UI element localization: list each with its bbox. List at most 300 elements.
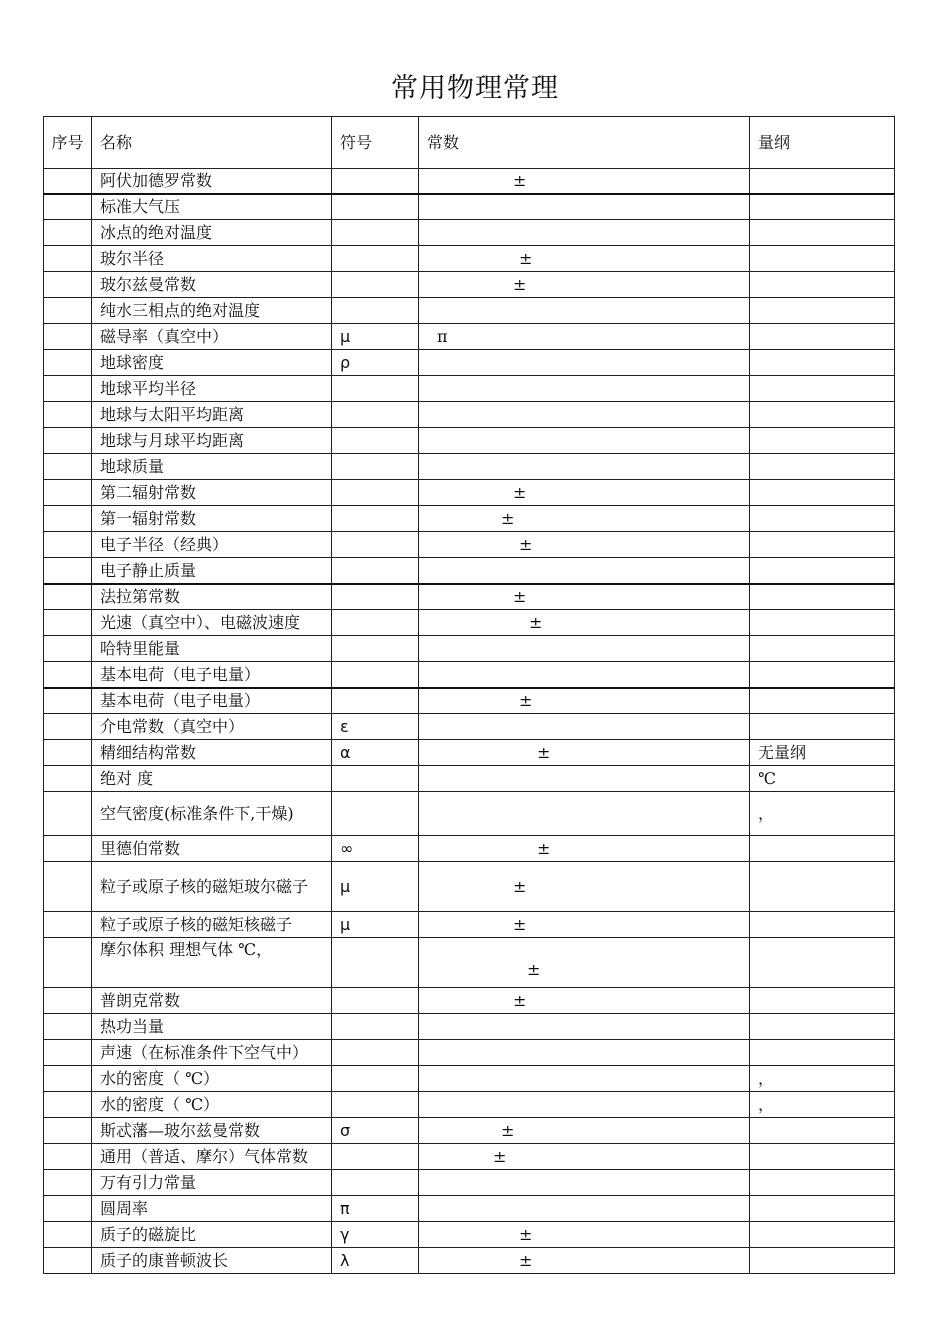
constant-name-text: 水的密度（ ℃）	[100, 1069, 219, 1088]
row-number	[44, 1040, 92, 1066]
table-row	[44, 272, 895, 298]
constant-value	[419, 298, 750, 324]
table-row	[44, 1014, 895, 1040]
constant-dimension	[750, 169, 895, 194]
constant-value	[419, 1170, 750, 1196]
constant-dimension	[750, 272, 895, 298]
constant-name	[92, 1222, 332, 1248]
constant-value	[419, 610, 750, 636]
constant-value	[419, 532, 750, 558]
constant-name	[92, 169, 332, 194]
row-number	[44, 740, 92, 766]
constant-name	[92, 1092, 332, 1118]
table-row	[44, 1248, 895, 1274]
constant-value	[419, 862, 750, 912]
constant-name-text: 地球质量	[100, 457, 165, 476]
constant-symbol-text: λ	[340, 1251, 350, 1270]
constant-dimension	[750, 428, 895, 454]
constant-dimension	[750, 454, 895, 480]
header-num: 序号	[44, 117, 92, 169]
constant-symbol	[332, 506, 419, 532]
header-name: 名称	[92, 117, 332, 169]
constant-name-text: 第二辐射常数	[100, 483, 197, 502]
constant-symbol	[332, 350, 419, 376]
constant-value	[419, 1066, 750, 1092]
constant-value	[419, 1092, 750, 1118]
row-number	[44, 662, 92, 688]
constant-name-text: 磁导率（真空中）	[100, 327, 229, 346]
constant-dimension-text: ，	[758, 1069, 775, 1088]
constant-symbol	[332, 169, 419, 194]
constant-dimension	[750, 912, 895, 938]
row-number	[44, 912, 92, 938]
constant-name	[92, 1248, 332, 1274]
constant-dimension	[750, 938, 895, 988]
constant-dimension	[750, 480, 895, 506]
row-number	[44, 220, 92, 246]
constant-value	[419, 912, 750, 938]
table-row	[44, 1066, 895, 1092]
constant-symbol	[332, 862, 419, 912]
constant-value	[419, 988, 750, 1014]
constant-dimension	[750, 1144, 895, 1170]
table-row	[44, 324, 895, 350]
constant-value	[419, 324, 750, 350]
table-row	[44, 636, 895, 662]
constant-value	[419, 506, 750, 532]
table-row	[44, 584, 895, 610]
row-number	[44, 350, 92, 376]
constant-symbol	[332, 194, 419, 220]
constant-dimension	[750, 1222, 895, 1248]
constant-name-text: 玻尔半径	[100, 249, 165, 268]
constant-symbol	[332, 714, 419, 740]
constant-name	[92, 324, 332, 350]
constant-value-text: π	[437, 327, 448, 346]
header-symbol: 符号	[332, 117, 419, 169]
constant-dimension	[750, 862, 895, 912]
constant-symbol-text: α	[340, 743, 351, 762]
table-body	[44, 117, 895, 1274]
row-number	[44, 558, 92, 584]
table-row	[44, 938, 895, 988]
constant-name	[92, 428, 332, 454]
constant-symbol	[332, 836, 419, 862]
constant-value-text: ±	[537, 839, 551, 858]
row-number	[44, 480, 92, 506]
constant-value	[419, 1248, 750, 1274]
constant-value-text: ±	[513, 587, 527, 607]
table-row	[44, 1092, 895, 1118]
constant-value	[419, 194, 750, 220]
constant-name-text: 热功当量	[100, 1017, 165, 1036]
constant-value-text: ±	[519, 1225, 533, 1244]
table-row	[44, 506, 895, 532]
row-number	[44, 246, 92, 272]
constant-name	[92, 610, 332, 636]
table-row	[44, 532, 895, 558]
constant-dimension-text: ℃	[758, 769, 776, 788]
constant-name	[92, 938, 332, 988]
table-row	[44, 194, 895, 220]
constant-value-text: ±	[537, 743, 551, 762]
constant-name	[92, 246, 332, 272]
constant-symbol	[332, 792, 419, 836]
constant-symbol	[332, 454, 419, 480]
table-row	[44, 1222, 895, 1248]
row-number	[44, 1092, 92, 1118]
constant-value	[419, 1144, 750, 1170]
table-row	[44, 402, 895, 428]
constant-value-text: ±	[519, 691, 533, 711]
constant-dimension	[750, 376, 895, 402]
constant-dimension	[750, 662, 895, 688]
constant-symbol-text: ε	[340, 717, 349, 736]
constant-symbol	[332, 766, 419, 792]
constant-dimension	[750, 610, 895, 636]
table-row	[44, 714, 895, 740]
constant-dimension	[750, 1066, 895, 1092]
constant-dimension	[750, 1040, 895, 1066]
constant-value	[419, 938, 750, 988]
row-number	[44, 1170, 92, 1196]
constant-dimension	[750, 636, 895, 662]
constant-name-text: 粒子或原子核的磁矩核磁子	[100, 915, 293, 934]
constant-symbol	[332, 402, 419, 428]
constant-value-text: ±	[513, 171, 527, 191]
constant-name-text: 摩尔体积 理想气体 ℃，	[100, 940, 273, 959]
table-row	[44, 1144, 895, 1170]
constant-value	[419, 1196, 750, 1222]
constant-name	[92, 714, 332, 740]
constant-dimension	[750, 740, 895, 766]
constant-symbol-text: σ	[340, 1121, 351, 1140]
constant-name-text: 电子静止质量	[100, 560, 197, 580]
constant-name-text: 基本电荷（电子电量）	[100, 691, 261, 711]
constant-dimension-text: ，	[758, 804, 775, 823]
constant-dimension	[750, 688, 895, 714]
constant-value-text: ±	[493, 1147, 507, 1166]
constant-value	[419, 1222, 750, 1248]
constant-name-text: 万有引力常量	[100, 1173, 197, 1192]
table-row	[44, 912, 895, 938]
constant-value	[419, 272, 750, 298]
constant-value	[419, 1118, 750, 1144]
row-number	[44, 402, 92, 428]
row-number	[44, 714, 92, 740]
table-row	[44, 1196, 895, 1222]
row-number	[44, 506, 92, 532]
table-row	[44, 792, 895, 836]
constant-name-text: 基本电荷（电子电量）	[100, 664, 261, 684]
constant-name-text: 水的密度（ ℃）	[100, 1095, 219, 1114]
constant-dimension	[750, 532, 895, 558]
row-number	[44, 988, 92, 1014]
constant-value-text: ±	[519, 535, 533, 554]
constant-symbol-text: π	[340, 1199, 350, 1218]
constant-symbol	[332, 740, 419, 766]
constant-name-text: 声速（在标准条件下空气中）	[100, 1043, 309, 1062]
constant-symbol	[332, 376, 419, 402]
constant-name-text: 地球与太阳平均距离	[100, 405, 245, 424]
constant-dimension	[750, 714, 895, 740]
constant-dimension	[750, 1092, 895, 1118]
constant-name-text: 质子的康普顿波长	[100, 1251, 229, 1270]
constant-dimension	[750, 350, 895, 376]
constant-name-text: 空气密度(标准条件下,干燥)	[100, 804, 294, 823]
constant-symbol	[332, 558, 419, 584]
constant-symbol	[332, 220, 419, 246]
header-row	[44, 117, 895, 169]
constant-value	[419, 740, 750, 766]
row-number	[44, 1196, 92, 1222]
constant-value	[419, 376, 750, 402]
constant-name	[92, 558, 332, 584]
constant-name	[92, 454, 332, 480]
constant-name	[92, 350, 332, 376]
constant-value-text: ±	[529, 613, 543, 632]
constant-dimension	[750, 246, 895, 272]
constant-value	[419, 169, 750, 194]
constant-value-text: ±	[513, 991, 527, 1010]
constant-symbol	[332, 480, 419, 506]
constant-symbol	[332, 1014, 419, 1040]
constant-name	[92, 1144, 332, 1170]
table-row	[44, 428, 895, 454]
constant-name	[92, 1118, 332, 1144]
row-number	[44, 428, 92, 454]
table-row	[44, 1170, 895, 1196]
table-row	[44, 1118, 895, 1144]
table-row	[44, 988, 895, 1014]
table-row	[44, 662, 895, 688]
row-number	[44, 636, 92, 662]
table-row	[44, 1040, 895, 1066]
constant-dimension	[750, 298, 895, 324]
constant-symbol	[332, 246, 419, 272]
constant-name	[92, 1066, 332, 1092]
constant-name	[92, 688, 332, 714]
constant-dimension-text: 无量纲	[758, 743, 807, 762]
row-number	[44, 454, 92, 480]
constant-name-text: 哈特里能量	[100, 639, 181, 658]
constant-symbol	[332, 662, 419, 688]
constant-name-text: 法拉第常数	[100, 587, 181, 607]
row-number	[44, 766, 92, 792]
constant-name-text: 绝对 度	[100, 769, 154, 788]
constant-dimension	[750, 584, 895, 610]
constant-symbol	[332, 1196, 419, 1222]
constant-name-text: 地球与月球平均距离	[100, 431, 245, 450]
constant-name-text: 精细结构常数	[100, 743, 197, 762]
constant-name	[92, 1170, 332, 1196]
table-row	[44, 376, 895, 402]
constant-value	[419, 836, 750, 862]
constant-name-text: 地球平均半径	[100, 379, 197, 398]
constant-name-text: 介电常数（真空中）	[100, 717, 245, 736]
constant-value	[419, 714, 750, 740]
constant-symbol-text: ∞	[340, 839, 354, 858]
constant-name-text: 第一辐射常数	[100, 509, 197, 528]
constant-value	[419, 636, 750, 662]
constant-value	[419, 246, 750, 272]
constant-symbol	[332, 988, 419, 1014]
constant-name-text: 冰点的绝对温度	[100, 223, 213, 242]
constant-value	[419, 220, 750, 246]
constant-symbol	[332, 636, 419, 662]
constant-symbol	[332, 1144, 419, 1170]
constant-name-text: 纯水三相点的绝对温度	[100, 301, 261, 320]
constant-dimension	[750, 506, 895, 532]
constant-symbol	[332, 584, 419, 610]
constant-dimension	[750, 836, 895, 862]
row-number	[44, 688, 92, 714]
constant-name	[92, 740, 332, 766]
constant-symbol	[332, 912, 419, 938]
constant-dimension	[750, 558, 895, 584]
row-number	[44, 1118, 92, 1144]
table-row	[44, 298, 895, 324]
constant-value	[419, 558, 750, 584]
row-number	[44, 1248, 92, 1274]
constant-name-text: 通用（普适、摩尔）气体常数	[100, 1147, 309, 1166]
constant-value	[419, 350, 750, 376]
constant-name-text: 标准大气压	[100, 197, 181, 217]
constant-symbol	[332, 938, 419, 988]
row-number	[44, 532, 92, 558]
constant-value	[419, 402, 750, 428]
constant-name	[92, 912, 332, 938]
constant-dimension	[750, 402, 895, 428]
row-number	[44, 169, 92, 194]
header-dim: 量纲	[750, 117, 895, 169]
table-row	[44, 862, 895, 912]
constant-symbol-text: μ	[340, 877, 351, 896]
constant-name	[92, 988, 332, 1014]
constant-name-text: 圆周率	[100, 1199, 149, 1218]
row-number	[44, 862, 92, 912]
row-number	[44, 376, 92, 402]
constant-dimension	[750, 1248, 895, 1274]
row-number	[44, 938, 92, 988]
constant-name-text: 质子的磁旋比	[100, 1225, 197, 1244]
constant-value	[419, 1040, 750, 1066]
header-value: 常数	[419, 117, 750, 169]
constant-value-text: ±	[527, 960, 541, 979]
constant-dimension	[750, 766, 895, 792]
page-title: 常用物理常理	[391, 73, 559, 104]
constant-dimension	[750, 1196, 895, 1222]
constant-symbol	[332, 1222, 419, 1248]
constant-symbol	[332, 688, 419, 714]
constant-value	[419, 766, 750, 792]
row-number	[44, 1014, 92, 1040]
constant-name	[92, 836, 332, 862]
row-number	[44, 610, 92, 636]
constant-dimension	[750, 1118, 895, 1144]
constant-name	[92, 1040, 332, 1066]
constant-name	[92, 532, 332, 558]
constant-value	[419, 662, 750, 688]
table-row	[44, 740, 895, 766]
constant-value-text: ±	[513, 275, 527, 294]
constant-value-text: ±	[513, 915, 527, 934]
constant-dimension	[750, 324, 895, 350]
constant-symbol	[332, 1170, 419, 1196]
constant-name-text: 地球密度	[100, 353, 165, 372]
constant-symbol	[332, 272, 419, 298]
constant-value	[419, 688, 750, 714]
row-number	[44, 194, 92, 220]
row-number	[44, 836, 92, 862]
table-row	[44, 688, 895, 714]
row-number	[44, 792, 92, 836]
row-number	[44, 1222, 92, 1248]
row-number	[44, 324, 92, 350]
constant-name-text: 光速（真空中）、电磁波速度	[100, 613, 301, 632]
constant-name	[92, 402, 332, 428]
row-number	[44, 1144, 92, 1170]
table-row	[44, 558, 895, 584]
constant-symbol	[332, 324, 419, 350]
constant-name	[92, 662, 332, 688]
constant-symbol	[332, 298, 419, 324]
constant-symbol	[332, 1066, 419, 1092]
constant-dimension	[750, 194, 895, 220]
table-row	[44, 766, 895, 792]
constant-symbol	[332, 428, 419, 454]
table-row	[44, 350, 895, 376]
constant-name	[92, 480, 332, 506]
table-row	[44, 836, 895, 862]
constant-dimension	[750, 792, 895, 836]
constant-name	[92, 862, 332, 912]
row-number	[44, 1066, 92, 1092]
constant-name	[92, 1196, 332, 1222]
constant-name	[92, 376, 332, 402]
constant-dimension	[750, 988, 895, 1014]
constant-symbol	[332, 532, 419, 558]
constant-symbol-text: μ	[340, 327, 351, 346]
constant-value-text: ±	[513, 483, 527, 502]
constant-dimension-text: ，	[758, 1095, 775, 1114]
constant-name-text: 阿伏加德罗常数	[100, 171, 213, 191]
constant-symbol	[332, 610, 419, 636]
constant-dimension	[750, 1170, 895, 1196]
constant-name	[92, 766, 332, 792]
constants-table	[43, 116, 895, 1274]
constant-value	[419, 584, 750, 610]
constant-name-text: 里德伯常数	[100, 839, 181, 858]
constant-value	[419, 480, 750, 506]
table-row	[44, 169, 895, 194]
constant-name	[92, 220, 332, 246]
constant-name	[92, 792, 332, 836]
table-row	[44, 246, 895, 272]
row-number	[44, 272, 92, 298]
constant-name	[92, 1014, 332, 1040]
constant-name-text: 电子半径（经典）	[100, 535, 229, 554]
constant-symbol-text: ρ	[340, 353, 351, 372]
constant-symbol	[332, 1248, 419, 1274]
constant-name-text: 粒子或原子核的磁矩玻尔磁子	[100, 877, 309, 896]
constant-name	[92, 298, 332, 324]
constant-symbol	[332, 1092, 419, 1118]
row-number	[44, 584, 92, 610]
constant-name-text: 玻尔兹曼常数	[100, 275, 197, 294]
constant-name	[92, 584, 332, 610]
table-row	[44, 220, 895, 246]
